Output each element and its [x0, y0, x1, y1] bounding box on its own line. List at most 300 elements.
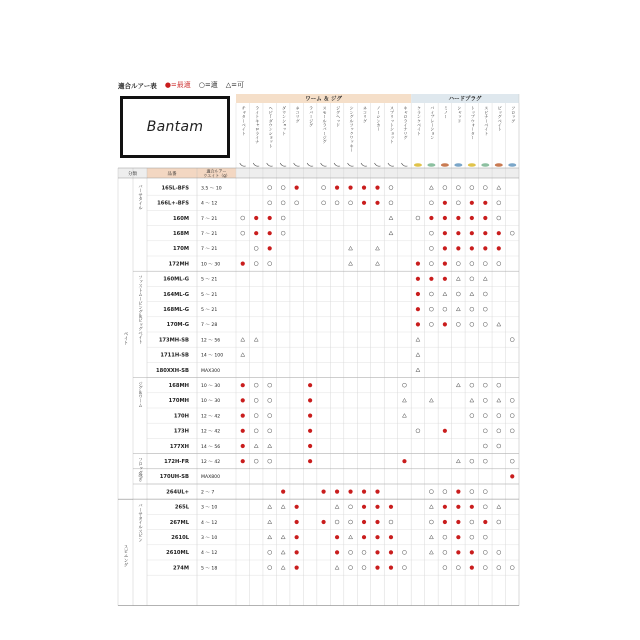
- mark-good: [456, 201, 460, 205]
- mark-ok: [268, 520, 272, 524]
- mark-good: [281, 201, 285, 205]
- mark-best: [362, 535, 366, 539]
- mark-best: [416, 277, 420, 281]
- mark-ok: [402, 414, 406, 418]
- mark-good: [349, 566, 353, 570]
- weight-cell: 3 ～ 10: [201, 536, 218, 541]
- mark-good: [483, 566, 487, 570]
- lure-icon-14: [427, 163, 435, 167]
- model-cell: 168M: [173, 231, 189, 237]
- weight-cell: 2 ～ 7: [201, 490, 215, 496]
- lure-icon-8: [348, 163, 354, 166]
- mark-best: [483, 216, 487, 220]
- mark-good: [470, 277, 474, 281]
- lure-label-0: チャターベイト: [241, 106, 247, 136]
- weight-cell: 14 ～ 100: [201, 353, 224, 359]
- mark-good: [349, 201, 353, 205]
- mark-good: [456, 322, 460, 326]
- subcategory-label-3: フロッグ: [137, 457, 143, 475]
- lure-label-20: フロッグ: [511, 106, 517, 123]
- mark-best: [308, 414, 312, 418]
- mark-best: [416, 292, 420, 296]
- mark-ok: [416, 353, 420, 357]
- model-cell: 166L+-BFS: [157, 200, 189, 207]
- mark-ok: [429, 535, 433, 539]
- mark-good: [483, 383, 487, 387]
- mark-good: [443, 490, 447, 494]
- weight-cell: 12 ～ 56: [201, 338, 221, 344]
- mark-best: [443, 201, 447, 205]
- mark-best: [375, 186, 379, 190]
- weight-cell: 5 ～ 21: [201, 277, 218, 283]
- weight-cell: 12 ～ 42: [201, 414, 221, 420]
- mark-best: [241, 429, 245, 433]
- mark-ok: [497, 186, 501, 190]
- model-cell: 177XH: [169, 443, 189, 450]
- mark-good: [483, 429, 487, 433]
- lure-icon-16: [454, 163, 462, 167]
- mark-best: [483, 201, 487, 205]
- mark-best: [416, 322, 420, 326]
- mark-ok: [429, 550, 433, 554]
- mark-good: [483, 505, 487, 509]
- mark-good: [470, 520, 474, 524]
- mark-best: [295, 520, 299, 524]
- mark-good: [483, 490, 487, 494]
- mark-good: [254, 398, 258, 402]
- lure-label-3: ダウンショット: [282, 106, 288, 136]
- lure-label-1: ライトキャロライナ: [255, 106, 261, 144]
- category-label-0: ベイト: [123, 331, 128, 346]
- mark-best: [241, 459, 245, 463]
- weight-cell: MAX300: [201, 368, 221, 374]
- weight-cell: 4 ～ 12: [201, 551, 218, 557]
- lure-label-2: ヘビーダウンショット: [268, 106, 274, 148]
- mark-good: [497, 550, 501, 554]
- mark-ok: [281, 535, 285, 539]
- mark-good: [429, 292, 433, 296]
- lure-icon-5: [307, 163, 313, 166]
- model-cell: 160ML-G: [163, 276, 189, 283]
- mark-best: [443, 322, 447, 326]
- mark-good: [281, 186, 285, 190]
- mark-good: [470, 186, 474, 190]
- brand-logo-text: Bantam: [146, 119, 204, 135]
- mark-best: [470, 505, 474, 509]
- mark-good: [443, 566, 447, 570]
- mark-best: [268, 216, 272, 220]
- mark-best: [456, 231, 460, 235]
- mark-good: [402, 383, 406, 387]
- mark-ok: [241, 338, 245, 342]
- mark-best: [456, 216, 460, 220]
- mark-best: [254, 231, 258, 235]
- model-cell: 170M-G: [166, 322, 189, 329]
- lure-icon-17: [468, 163, 476, 167]
- mark-good: [254, 383, 258, 387]
- mark-good: [483, 262, 487, 266]
- mark-best: [443, 231, 447, 235]
- mark-good: [470, 414, 474, 418]
- mark-good: [470, 490, 474, 494]
- weight-cell: 7 ～ 28: [201, 323, 218, 329]
- mark-good: [456, 262, 460, 266]
- mark-good: [268, 201, 272, 205]
- mark-good: [497, 429, 501, 433]
- mark-good: [483, 550, 487, 554]
- model-cell: 172H-FR: [164, 459, 189, 465]
- mark-good: [389, 186, 393, 190]
- mark-good: [402, 550, 406, 554]
- lure-label-19: ビッグベイト: [497, 106, 503, 132]
- mark-ok: [268, 444, 272, 448]
- mark-best: [483, 231, 487, 235]
- mark-best: [241, 262, 245, 266]
- mark-good: [349, 505, 353, 509]
- mark-best: [416, 262, 420, 266]
- mark-best: [497, 246, 501, 250]
- mark-good: [497, 262, 501, 266]
- model-cell: 170M: [173, 246, 189, 253]
- mark-good: [429, 490, 433, 494]
- mark-best: [443, 505, 447, 509]
- mark-good: [470, 459, 474, 463]
- mark-best: [375, 520, 379, 524]
- mark-best: [443, 246, 447, 250]
- mark-best: [362, 490, 366, 494]
- mark-best: [456, 550, 460, 554]
- mark-good: [483, 398, 487, 402]
- mark-good: [335, 201, 339, 205]
- weight-cell: 4 ～ 12: [201, 201, 218, 207]
- mark-good: [510, 398, 514, 402]
- mark-good: [470, 307, 474, 311]
- lure-label-17: トップウォーター: [470, 106, 476, 140]
- mark-good: [470, 535, 474, 539]
- mark-ok: [470, 292, 474, 296]
- lure-icon-11: [388, 163, 394, 166]
- weight-cell: 7 ～ 21: [201, 247, 218, 253]
- model-cell: 160M: [173, 215, 189, 222]
- mark-best: [470, 566, 474, 570]
- mark-good: [470, 383, 474, 387]
- mark-good: [254, 429, 258, 433]
- mark-best: [375, 490, 379, 494]
- mark-best: [456, 505, 460, 509]
- mark-ok: [254, 444, 258, 448]
- model-cell: 173H: [173, 428, 189, 435]
- mark-best: [456, 535, 460, 539]
- mark-best: [335, 550, 339, 554]
- mark-best: [389, 505, 393, 509]
- mark-best: [335, 186, 339, 190]
- mark-good: [470, 322, 474, 326]
- model-cell: 2610ML: [166, 550, 189, 557]
- mark-ok: [416, 368, 420, 372]
- mark-good: [497, 566, 501, 570]
- mark-best: [362, 505, 366, 509]
- mark-best: [321, 520, 325, 524]
- mark-good: [268, 459, 272, 463]
- mark-good: [362, 550, 366, 554]
- model-cell: 173MH-SB: [158, 337, 189, 344]
- lure-label-13: クランクベイト: [416, 106, 422, 136]
- weight-cell: 14 ～ 56: [201, 444, 221, 450]
- mark-good: [268, 414, 272, 418]
- mark-good: [268, 566, 272, 570]
- model-cell: 180XXH-SB: [155, 367, 189, 374]
- lure-icon-10: [375, 163, 381, 166]
- mark-best: [389, 535, 393, 539]
- mark-good: [362, 566, 366, 570]
- mark-best: [429, 277, 433, 281]
- mark-good: [456, 292, 460, 296]
- lure-icon-12: [401, 163, 407, 166]
- legend-best: ●=最適: [164, 81, 191, 89]
- mark-best: [429, 216, 433, 220]
- mark-good: [497, 444, 501, 448]
- mark-good: [268, 398, 272, 402]
- mark-best: [241, 383, 245, 387]
- model-cell: 164ML-G: [163, 291, 189, 298]
- mark-best: [456, 246, 460, 250]
- mark-best: [268, 231, 272, 235]
- mark-good: [416, 429, 420, 433]
- mark-ok: [268, 535, 272, 539]
- lure-label-18: スピナーベイト: [484, 106, 490, 136]
- mark-good: [497, 201, 501, 205]
- mark-ok: [443, 292, 447, 296]
- mark-ok: [281, 566, 285, 570]
- mark-best: [416, 307, 420, 311]
- mark-good: [456, 566, 460, 570]
- model-header: 品番: [167, 172, 177, 177]
- model-cell: 172MH: [168, 261, 189, 268]
- model-cell: 168MH: [168, 383, 189, 389]
- mark-ok: [429, 186, 433, 190]
- mark-best: [402, 459, 406, 463]
- model-cell: 165L-BFS: [161, 185, 189, 192]
- mark-best: [443, 520, 447, 524]
- mark-good: [281, 231, 285, 235]
- mark-good: [456, 186, 460, 190]
- mark-good: [429, 322, 433, 326]
- mark-best: [483, 246, 487, 250]
- mark-ok: [268, 505, 272, 509]
- mark-best: [295, 505, 299, 509]
- mark-good: [254, 246, 258, 250]
- mark-best: [241, 398, 245, 402]
- mark-ok: [281, 550, 285, 554]
- mark-best: [497, 231, 501, 235]
- lure-label-6: スモールラバージグ: [322, 106, 328, 144]
- mark-ok: [376, 246, 380, 250]
- model-cell: 267ML: [169, 519, 189, 526]
- weight-cell: 5 ～ 18: [201, 566, 218, 572]
- mark-ok: [376, 262, 380, 266]
- legend-title: 適合ルアー表: [118, 81, 157, 90]
- mark-good: [483, 414, 487, 418]
- mark-best: [295, 550, 299, 554]
- weight-cell: 10 ～ 30: [201, 384, 221, 389]
- lure-label-15: ミノー: [443, 106, 449, 119]
- mark-good: [483, 186, 487, 190]
- lure-icon-0: [240, 163, 246, 166]
- mark-best: [295, 186, 299, 190]
- mark-good: [268, 550, 272, 554]
- mark-best: [470, 231, 474, 235]
- mark-best: [308, 459, 312, 463]
- mark-best: [389, 566, 393, 570]
- mark-ok: [497, 322, 501, 326]
- model-cell: 264UL+: [166, 489, 189, 496]
- lure-label-9: ネコリグ: [363, 106, 369, 123]
- mark-good: [443, 307, 447, 311]
- weight-cell: 12 ～ 42: [201, 429, 221, 435]
- mark-good: [510, 459, 514, 463]
- mark-ok: [389, 231, 393, 235]
- mark-best: [443, 429, 447, 433]
- mark-ok: [497, 398, 501, 402]
- mark-good: [389, 201, 393, 205]
- lure-icon-9: [361, 163, 367, 166]
- mark-good: [268, 429, 272, 433]
- mark-best: [470, 216, 474, 220]
- lure-icon-3: [280, 163, 286, 166]
- mark-ok: [241, 353, 245, 357]
- mark-good: [497, 414, 501, 418]
- mark-best: [268, 246, 272, 250]
- lure-icon-2: [267, 163, 273, 166]
- lure-icon-6: [321, 163, 327, 166]
- mark-good: [443, 535, 447, 539]
- mark-ok: [483, 277, 487, 281]
- mark-ok: [456, 277, 460, 281]
- lure-label-11: スプリットショット: [389, 106, 395, 144]
- mark-good: [510, 231, 514, 235]
- mark-good: [335, 520, 339, 524]
- mark-ok: [456, 383, 460, 387]
- subcategory-label-2: ジグ＆ワーム: [137, 381, 143, 408]
- lure-label-12: キャロライナリグ: [403, 106, 409, 140]
- mark-best: [348, 490, 352, 494]
- model-cell: 2610L: [171, 535, 189, 541]
- mark-good: [254, 414, 258, 418]
- mark-ok: [281, 505, 285, 509]
- worm-group-label: ワーム ＆ ジグ: [305, 96, 342, 103]
- mark-best: [241, 444, 245, 448]
- lure-label-14: バイブレーション: [430, 106, 436, 140]
- mark-ok: [470, 398, 474, 402]
- subcategory-label-6: バーサタイルスピン: [137, 503, 143, 542]
- mark-best: [375, 550, 379, 554]
- mark-best: [375, 566, 379, 570]
- mark-ok: [456, 459, 460, 463]
- model-cell: 265L: [174, 504, 189, 511]
- legend-ok: △=可: [225, 81, 245, 89]
- model-cell: 170MH: [168, 398, 189, 405]
- lure-label-7: ジグヘッド: [336, 106, 342, 127]
- mark-best: [308, 383, 312, 387]
- mark-best: [335, 490, 339, 494]
- weight-cell: 4 ～ 12: [201, 520, 218, 526]
- mark-good: [443, 186, 447, 190]
- mark-best: [456, 520, 460, 524]
- mark-good: [497, 520, 501, 524]
- mark-ok: [335, 566, 339, 570]
- mark-good: [497, 383, 501, 387]
- mark-best: [375, 535, 379, 539]
- mark-good: [429, 520, 433, 524]
- mark-best: [456, 490, 460, 494]
- model-cell: 170H: [173, 413, 189, 420]
- mark-best: [241, 414, 245, 418]
- mark-good: [483, 444, 487, 448]
- mark-best: [335, 535, 339, 539]
- weight-cell: 7 ～ 21: [201, 216, 218, 222]
- mark-good: [241, 216, 245, 220]
- mark-best: [483, 520, 487, 524]
- legend-good: ○=適: [198, 81, 218, 89]
- lure-icon-7: [334, 163, 340, 166]
- mark-ok: [497, 505, 501, 509]
- model-cell: 1711H-SB: [160, 352, 189, 359]
- mark-good: [510, 414, 514, 418]
- subcategory-label-0: バーサタイル: [137, 184, 143, 210]
- mark-good: [470, 262, 474, 266]
- mark-ok: [335, 505, 339, 509]
- lure-label-10: ノーシンカー: [376, 106, 382, 132]
- mark-good: [429, 246, 433, 250]
- mark-best: [308, 398, 312, 402]
- mark-ok: [416, 338, 420, 342]
- mark-good: [429, 201, 433, 205]
- mark-best: [375, 201, 379, 205]
- weight-cell: 5 ～ 21: [201, 308, 218, 313]
- mark-ok: [349, 246, 353, 250]
- category-header: 分類: [128, 172, 137, 177]
- mark-good: [322, 201, 326, 205]
- mark-best: [254, 216, 258, 220]
- mark-ok: [402, 398, 406, 402]
- weight-cell: 10 ～ 30: [201, 399, 221, 405]
- mark-good: [483, 322, 487, 326]
- lure-label-8: シングルフックワッキー: [349, 106, 355, 153]
- mark-good: [497, 216, 501, 220]
- mark-ok: [429, 398, 433, 402]
- mark-best: [362, 201, 366, 205]
- lure-label-5: ラバージグ: [309, 106, 315, 127]
- mark-good: [268, 262, 272, 266]
- model-cell: 168ML-G: [163, 307, 189, 313]
- mark-good: [429, 262, 433, 266]
- mark-good: [389, 520, 393, 524]
- mark-best: [348, 186, 352, 190]
- weight-cell: 3 ～ 10: [201, 505, 218, 511]
- weight-header-line2: ウエイト（g）: [203, 173, 230, 178]
- lure-icon-15: [441, 163, 449, 167]
- mark-good: [429, 231, 433, 235]
- lure-icon-13: [414, 163, 422, 167]
- weight-cell: MAX800: [201, 475, 221, 481]
- mark-best: [321, 490, 325, 494]
- mark-good: [268, 186, 272, 190]
- lure-icon-20: [508, 163, 516, 167]
- lure-label-16: シャッド: [457, 106, 463, 123]
- lure-icon-4: [294, 163, 300, 166]
- weight-cell: 12 ～ 42: [201, 460, 221, 465]
- category-label-1: スピニング: [123, 544, 128, 567]
